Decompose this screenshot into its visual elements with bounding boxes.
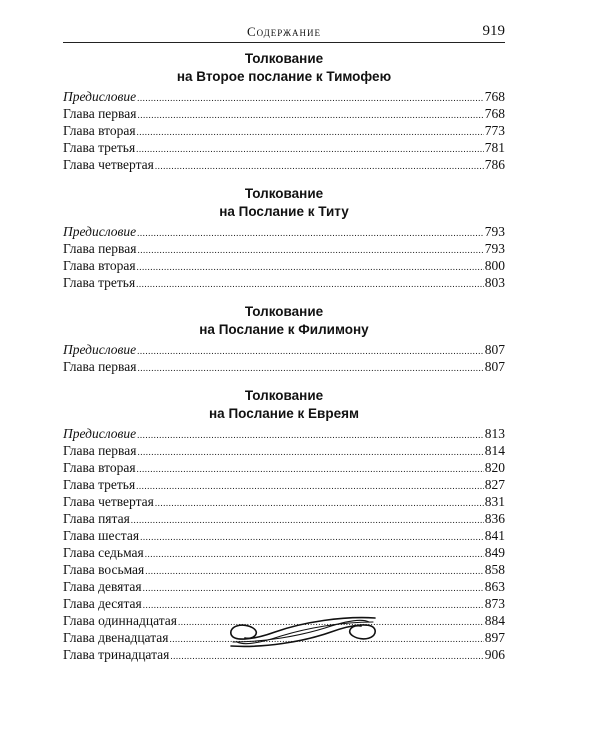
toc-entry-page-number: 849 (484, 545, 505, 560)
dot-leader (137, 90, 484, 107)
toc-entry-label: Глава первая (63, 443, 137, 458)
running-header (63, 22, 505, 43)
dot-leader (136, 478, 484, 495)
section-heading-line-2: на Послание к Титу (219, 204, 349, 219)
toc-entry[interactable] (63, 493, 505, 510)
toc-entry-label: Глава десятая (63, 596, 142, 611)
toc-entry[interactable] (63, 88, 505, 105)
toc-entry-label: Предисловие (63, 89, 137, 104)
toc-entry-label: Глава третья (63, 275, 136, 290)
toc-entry-page-number: 800 (484, 258, 505, 273)
toc-entry-page-number: 841 (484, 528, 505, 543)
toc-entry-label: Глава шестая (63, 528, 140, 543)
dot-leader (137, 360, 483, 377)
toc-entry-page-number: 803 (484, 275, 505, 290)
toc-entry-page-number: 773 (484, 123, 505, 138)
toc-entry[interactable] (63, 510, 505, 527)
page-number: 919 (482, 23, 505, 39)
toc-entry-page-number: 786 (484, 157, 505, 172)
section-heading-line-1: Толкование (244, 388, 324, 403)
toc-entry-label: Глава седьмая (63, 545, 144, 560)
toc-entry[interactable] (63, 527, 505, 544)
toc-entry-page-number: 813 (484, 426, 505, 441)
section-heading (63, 387, 505, 423)
toc-entry[interactable] (63, 442, 505, 459)
toc-entry-list (63, 341, 505, 375)
toc-entry[interactable] (63, 156, 505, 173)
toc-entry-page-number: 836 (484, 511, 505, 526)
toc-section (63, 50, 505, 173)
dot-leader (137, 225, 484, 242)
toc-entry-label: Глава вторая (63, 123, 136, 138)
dot-leader (145, 563, 483, 580)
toc-entry-page-number: 906 (484, 647, 505, 662)
dot-leader (137, 259, 484, 276)
toc-entry-page-number: 873 (484, 596, 505, 611)
toc-section (63, 303, 505, 375)
toc-entry[interactable] (63, 595, 505, 612)
toc-entry[interactable] (63, 257, 505, 274)
toc-entry[interactable] (63, 105, 505, 122)
section-heading-line-2: на Послание к Евреям (209, 406, 359, 421)
toc-entry-label: Глава первая (63, 241, 137, 256)
dot-leader (140, 529, 484, 546)
dot-leader (137, 343, 484, 360)
section-heading (63, 185, 505, 221)
toc-entry[interactable] (63, 341, 505, 358)
toc-entry-label: Глава первая (63, 359, 137, 374)
dot-leader (137, 427, 484, 444)
dot-leader (137, 107, 483, 124)
toc-entry[interactable] (63, 139, 505, 156)
toc-entry-label: Глава вторая (63, 258, 136, 273)
toc-entry-label: Глава двенадцатая (63, 630, 169, 645)
toc-entry-label: Предисловие (63, 426, 137, 441)
section-heading-line-1: Толкование (244, 51, 324, 66)
toc-entry-label: Глава третья (63, 140, 136, 155)
running-header-title: Содержание (246, 24, 322, 39)
dot-leader (145, 546, 484, 563)
toc-entry-page-number: 807 (484, 342, 505, 357)
toc-entry[interactable] (63, 240, 505, 257)
dot-leader (137, 124, 484, 141)
toc-entry-list (63, 223, 505, 291)
section-heading (63, 303, 505, 339)
flourish-ornament-icon (223, 612, 383, 652)
dot-leader (137, 461, 484, 478)
toc-entry-label: Глава девятая (63, 579, 142, 594)
toc-section (63, 185, 505, 291)
toc-entry-list (63, 88, 505, 173)
toc-entry-page-number: 827 (484, 477, 505, 492)
toc-entry-label: Глава четвертая (63, 157, 154, 172)
toc-entry-page-number: 793 (484, 224, 505, 239)
toc-entry[interactable] (63, 544, 505, 561)
section-heading-line-1: Толкование (244, 186, 324, 201)
toc-entry-page-number: 793 (484, 241, 505, 256)
toc-entry-page-number: 897 (484, 630, 505, 645)
dot-leader (136, 276, 484, 293)
section-heading-line-1: Толкование (244, 304, 324, 319)
toc-entry[interactable] (63, 561, 505, 578)
dot-leader (137, 444, 483, 461)
toc-entry-label: Глава первая (63, 106, 137, 121)
toc-entry-label: Глава четвертая (63, 494, 154, 509)
dot-leader (143, 580, 484, 597)
dot-leader (155, 158, 484, 175)
toc-entry[interactable] (63, 223, 505, 240)
toc-entry-page-number: 814 (484, 443, 505, 458)
toc-entry[interactable] (63, 358, 505, 375)
toc-entry-page-number: 768 (484, 106, 505, 121)
dot-leader (136, 141, 484, 158)
toc-entry-label: Глава пятая (63, 511, 130, 526)
toc-entry-label: Предисловие (63, 342, 137, 357)
section-heading-line-2: на Второе послание к Тимофею (176, 69, 392, 84)
toc-entry-page-number: 807 (484, 359, 505, 374)
toc-entry[interactable] (63, 476, 505, 493)
toc-entry-page-number: 858 (484, 562, 505, 577)
toc-entry-label: Глава третья (63, 477, 136, 492)
toc-entry-label: Предисловие (63, 224, 137, 239)
dot-leader (131, 512, 484, 529)
toc-entry-label: Глава тринадцатая (63, 647, 170, 662)
toc-entry[interactable] (63, 274, 505, 291)
dot-leader (137, 242, 483, 259)
toc-entry-label: Глава восьмая (63, 562, 145, 577)
toc-entry[interactable] (63, 425, 505, 442)
toc-entry-page-number: 884 (484, 613, 505, 628)
toc-entry[interactable] (63, 122, 505, 139)
toc-entry-label: Глава одиннадцатая (63, 613, 177, 628)
toc-entry[interactable] (63, 578, 505, 595)
toc-entry-page-number: 820 (484, 460, 505, 475)
toc-entry-page-number: 831 (484, 494, 505, 509)
table-of-contents (63, 50, 505, 675)
toc-entry[interactable] (63, 459, 505, 476)
toc-entry-label: Глава вторая (63, 460, 136, 475)
section-heading (63, 50, 505, 86)
toc-entry-page-number: 781 (484, 140, 505, 155)
toc-entry-page-number: 768 (484, 89, 505, 104)
section-heading-line-2: на Послание к Филимону (199, 322, 369, 337)
toc-entry-page-number: 863 (484, 579, 505, 594)
dot-leader (155, 495, 484, 512)
